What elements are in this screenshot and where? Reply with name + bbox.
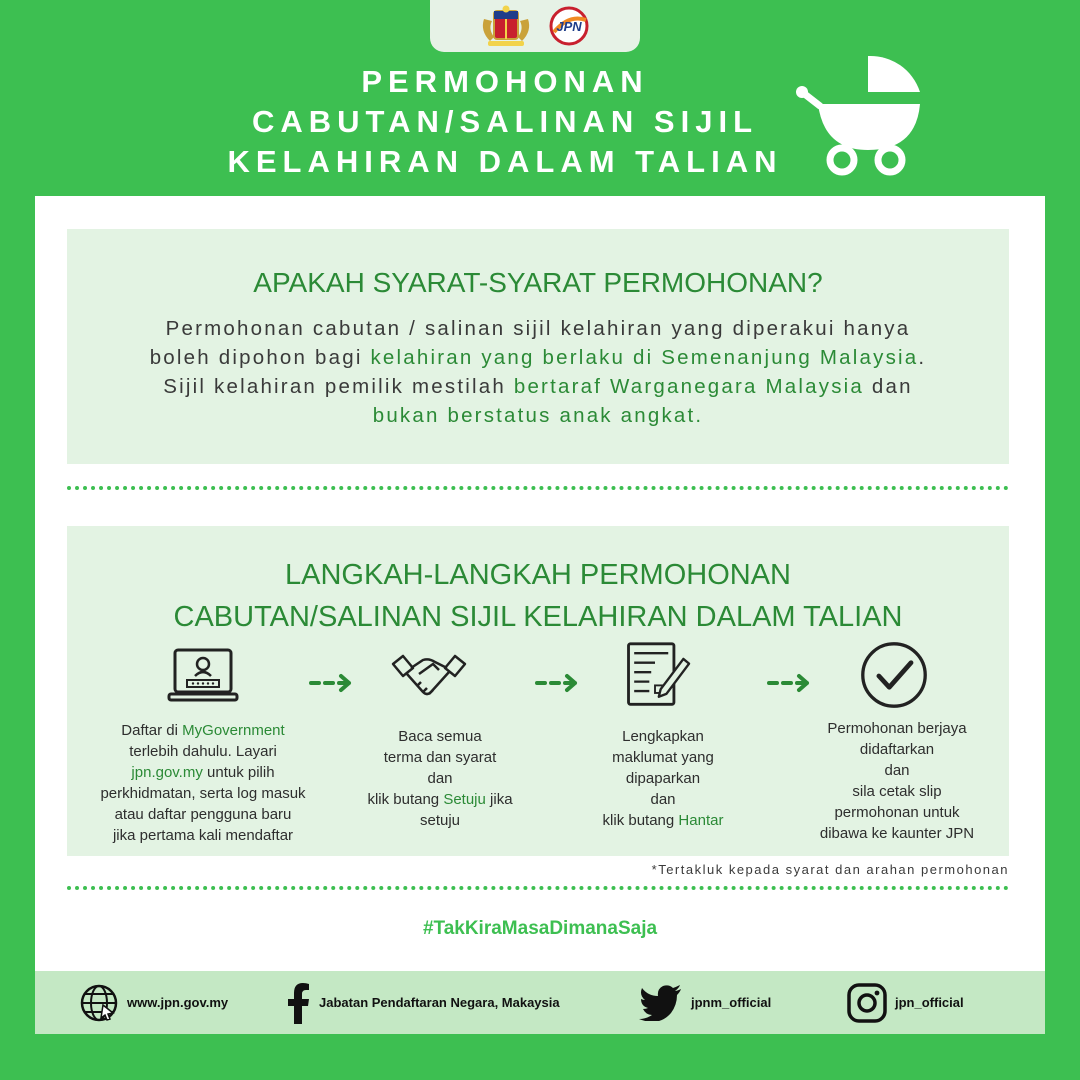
step-2-text: Baca semua terma dan syarat dan klik butang Setuju jika setuju [367, 728, 513, 829]
check-circle-icon [854, 640, 934, 710]
steps-panel [67, 526, 1009, 856]
requirements-heading: APAKAH SYARAT-SYARAT PERMOHONAN? [253, 267, 823, 298]
step-1-text: Daftar di MyGovernment terlebih dahulu. Layari jpn.gov.my untuk pilih perkhidmatan, serta log masuk atau daftar pengguna baru jika pertama kali mendaftar [100, 722, 306, 844]
footer-website[interactable] [79, 971, 228, 1034]
arrow-right-icon [309, 673, 355, 693]
footer-twitter[interactable] [639, 971, 771, 1034]
form-pen-icon [615, 640, 695, 710]
jpn-website-link[interactable]: jpn.gov.my [131, 764, 203, 781]
coat-of-arms-icon [478, 5, 534, 47]
facebook-icon [285, 982, 311, 1024]
website-label[interactable]: www.jpn.gov.my [127, 995, 229, 1010]
laptop-login-icon [163, 644, 243, 714]
title-line-1: PERMOHONAN [361, 64, 649, 99]
mygovernment-link[interactable]: MyGovernment [182, 722, 285, 739]
instagram-icon [847, 983, 887, 1023]
footer-instagram[interactable] [847, 971, 964, 1034]
footer-facebook[interactable] [285, 971, 560, 1034]
hashtag: #TakKiraMasaDimanaSaja [422, 918, 658, 939]
step-3-text: Lengkapkan maklumat yang dipaparkan dan klik butang Hantar [602, 728, 724, 829]
twitter-icon [639, 985, 683, 1021]
step-4-text: Permohonan berjaya didaftarkan dan sila cetak slip permohonan untuk dibawa ke kaunter JPN [819, 720, 975, 842]
requirements-text: Permohonan cabutan / salinan sijil kelahiran yang diperakui hanya boleh dipohon bagi kelahiran yang berlaku di Semenanjung Malaysia. Sijil kelahiran pemilik mestilah bertaraf Warganegara Malaysia dan bukan berstatus anak angkat. [149, 317, 927, 427]
title-line-3: KELAHIRAN DALAM TALIAN [227, 144, 783, 179]
twitter-label[interactable]: jpnm_official [691, 995, 772, 1010]
steps-heading: LANGKAH-LANGKAH PERMOHONAN CABUTAN/SALINAN SIJIL KELAHIRAN DALAM TALIAN [173, 559, 903, 633]
jpn-logo [546, 6, 592, 46]
handshake-icon [389, 644, 469, 714]
baby-pram-icon [792, 52, 924, 180]
requirements-panel [67, 229, 1009, 464]
arrow-right-icon [767, 673, 813, 693]
hantar-button-label: Hantar [678, 812, 724, 829]
dotted-divider [67, 886, 1009, 890]
instagram-label[interactable]: jpn_official [895, 995, 964, 1010]
logo-tab [430, 0, 640, 52]
globe-icon [79, 983, 119, 1023]
facebook-label[interactable]: Jabatan Pendaftaran Negara, Makaysia [319, 995, 560, 1010]
setuju-button-label: Setuju [443, 791, 486, 808]
dotted-divider [67, 486, 1009, 490]
footnote: *Tertakluk kepada syarat dan arahan permohonan [651, 862, 1009, 877]
title-line-2: CABUTAN/SALINAN SIJIL [251, 104, 759, 139]
footer-bar [35, 971, 1045, 1034]
arrow-right-icon [535, 673, 581, 693]
svg-text:JPN: JPN [556, 19, 582, 34]
page-title [200, 62, 810, 182]
content-card [35, 196, 1045, 1034]
